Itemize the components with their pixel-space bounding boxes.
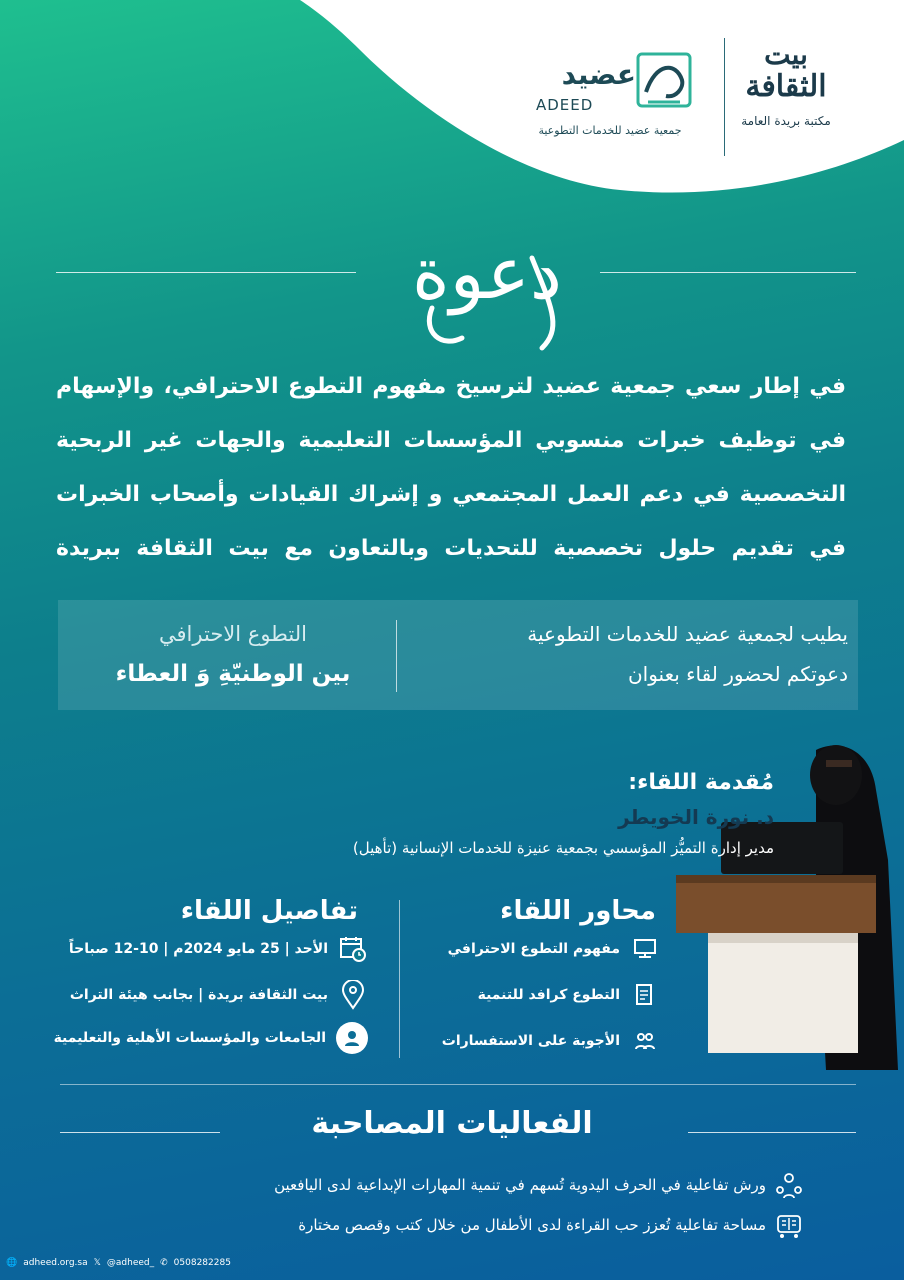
event-item-text: ورش تفاعلية في الحرف اليدوية تُسهم في تنمية المهارات الإبداعية لدى اليافعين (274, 1176, 766, 1194)
person-icon (336, 1022, 368, 1054)
logo-bayt-line1: بيت (764, 38, 808, 71)
logo-bayt-line2: الثقافة (745, 69, 827, 104)
bayt-althaqafa-logo (726, 40, 846, 128)
axes-title: محاور اللقاء (500, 896, 656, 926)
presenter-role: مدير إدارة التميُّز المؤسسي بجمعية عنيزة للخدمات الإنسانية (تأهيل) (352, 839, 774, 857)
adeed-logo (530, 50, 700, 150)
footer-website: adheed.org.sa (23, 1258, 88, 1268)
social-icon: 𝕏 (93, 1258, 101, 1268)
axis-item-label: مفهوم التطوع الاحترافي (447, 941, 620, 957)
logo-adeed-subtitle: جمعية عضيد للخدمات التطوعية (538, 124, 682, 137)
footer-phone: 0508282285 (173, 1258, 231, 1268)
dawa-calligraphy-title (392, 198, 582, 358)
invitation-text (418, 614, 848, 694)
intro-line: التخصصية في دعم العمل المجتمعي و إشراك القيادات وأصحاب الخبرات (56, 482, 846, 507)
axis-item-label: التطوع كرافد للتنمية (477, 987, 620, 1003)
presenter-heading: مُقدمة اللقاء: (628, 770, 774, 795)
phone-icon: ✆ (160, 1258, 168, 1268)
presenter-section (54, 770, 774, 857)
workshop-icon (774, 1170, 804, 1200)
meeting-topic (78, 614, 388, 694)
detail-location-text: بيت الثقافة بريدة | بجانب هيئة التراث (69, 987, 328, 1003)
intro-line: في إطار سعي جمعية عضيد لترسيخ مفهوم التطوع الاحترافي، والإسهام (56, 374, 846, 399)
axis-item-label: الأجوبة على الاستفسارات (441, 1033, 620, 1049)
section-divider (60, 1084, 856, 1085)
detail-audience-text: الجامعات والمؤسسات الأهلية والتعليمية (53, 1030, 326, 1046)
title-line-left (56, 272, 356, 273)
axis-item (448, 934, 660, 964)
title-line-right (600, 272, 856, 273)
website-icon: 🌐 (6, 1258, 18, 1268)
details-title: تفاصيل اللقاء (180, 896, 358, 926)
topic-line1: التطوع الاحترافي (159, 622, 307, 646)
logo-adeed-english: ADEED (536, 96, 594, 114)
events-title: الفعاليات المصاحبة (311, 1106, 593, 1141)
location-pin-icon (338, 980, 368, 1010)
presenter-name: د. نورة الخويطر (618, 805, 774, 829)
details-separator (399, 900, 400, 1058)
document-icon (630, 980, 660, 1010)
event-item (274, 1170, 804, 1200)
intro-line: في تقديم حلول تخصصية للتحديات وبالتعاون مع بيت الثقافة ببريدة (56, 536, 846, 561)
topic-line2: بين الوطنيّةِ وَ العطاء (115, 661, 351, 687)
detail-datetime-text: الأحد | 25 مايو 2024م | 10-12 صباحاً (68, 941, 328, 957)
presentation-icon (630, 934, 660, 964)
band-separator (396, 620, 397, 692)
detail-datetime (69, 934, 368, 964)
logo-adeed-arabic: عضيد (561, 58, 636, 91)
invitation-line2: دعوتكم لحضور لقاء بعنوان (627, 662, 848, 686)
detail-location (70, 980, 368, 1010)
footer-contacts (6, 1258, 231, 1268)
logo-bayt-subtitle: مكتبة بريدة العامة (741, 114, 831, 128)
footer-handle: @adheed_ (106, 1258, 155, 1268)
reading-children-icon (774, 1210, 804, 1240)
intro-paragraph (56, 360, 846, 576)
invitation-line1: يطيب لجمعية عضيد للخدمات التطوعية (527, 622, 848, 646)
dawa-title-text: دعوة (412, 231, 562, 315)
logo-divider (724, 38, 725, 156)
invitation-band (58, 600, 858, 710)
people-discussion-icon (630, 1026, 660, 1056)
event-item (298, 1210, 804, 1240)
axis-item (442, 1026, 660, 1056)
axis-item (478, 980, 660, 1010)
adeed-mark-icon (636, 52, 692, 116)
calendar-clock-icon (338, 934, 368, 964)
event-item-text: مساحة تفاعلية تُعزز حب القراءة لدى الأطفال من خلال كتب وقصص مختارة (298, 1216, 766, 1234)
intro-line: في توظيف خبرات منسوبي المؤسسات التعليمية والجهات غير الربحية (56, 428, 846, 453)
detail-audience (54, 1022, 368, 1054)
